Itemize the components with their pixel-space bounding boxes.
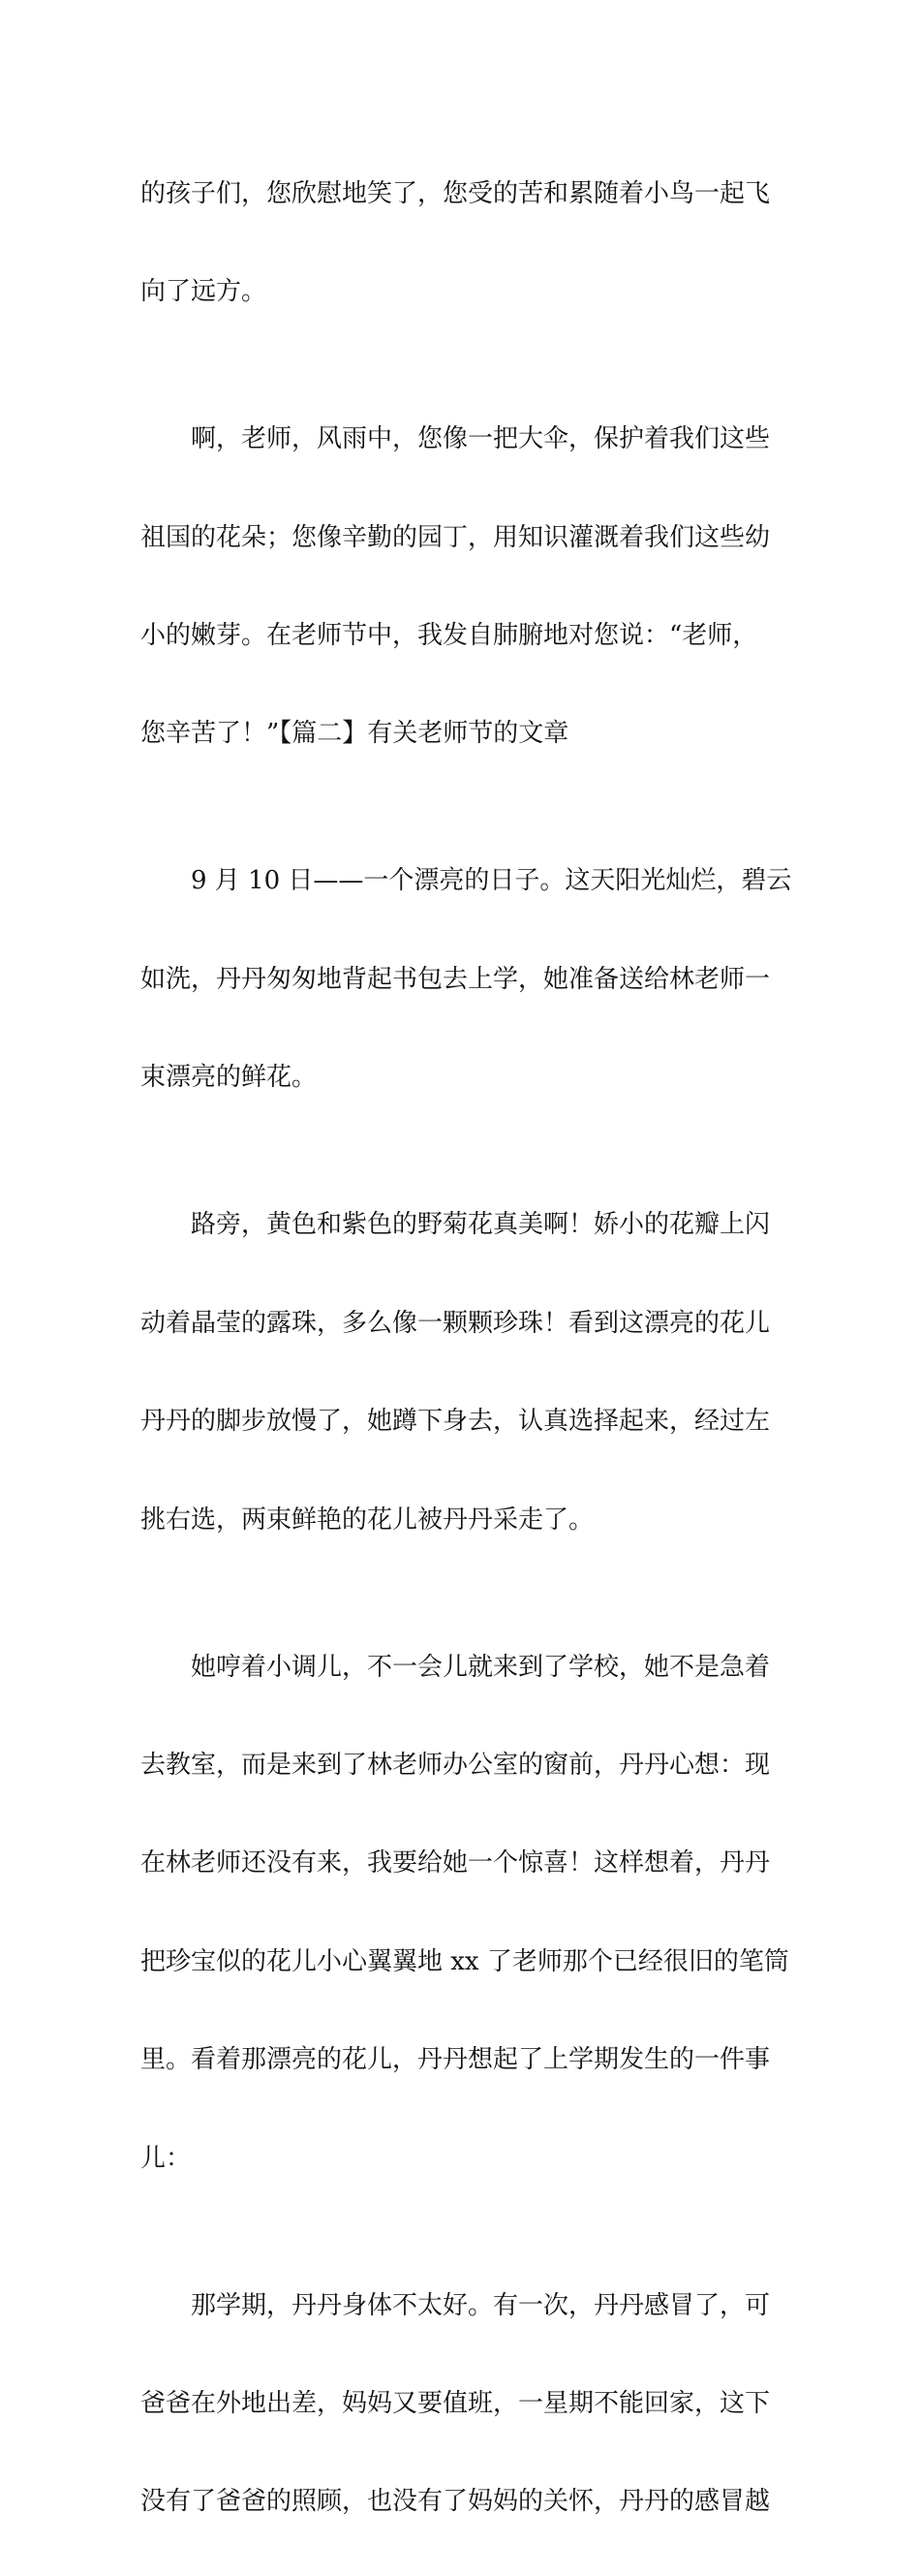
text-line: 您辛苦了！”【篇二】有关老师节的文章 [140,719,569,749]
text-line: 她哼着小调儿，不一会儿就来到了学校，她不是急着 [140,1652,771,1682]
text-line: 那学期，丹丹身体不太好。有一次，丹丹感冒了，可 [140,2290,771,2320]
text-line: 在林老师还没有来，我要给她一个惊喜！这样想着，丹丹 [140,1848,771,1878]
paragraph-1 [140,120,782,365]
text-line: 挑右选，两束鲜艳的花儿被丹丹采走了。 [140,1505,595,1535]
text-line: 儿： [140,2143,192,2173]
text-line: 没有了爸爸的照顾，也没有了妈妈的关怀，丹丹的感冒越 [140,2487,771,2517]
paragraph-5 [140,1594,789,2232]
paragraph-4 [140,1152,782,1594]
text-line: 向了远方。 [140,277,267,307]
text-line: 的孩子们，您欣慰地笑了，您受的苦和累随着小鸟一起飞 [140,178,771,208]
text-line: 小的嫩芽。在老师节中，我发自肺腑地对您说：“老师， [140,620,758,650]
paragraph-6 [140,2232,782,2576]
text-line: 啊，老师，风雨中，您像一把大伞，保护着我们这些 [140,424,771,454]
document-page [140,120,792,2576]
text-line: 祖国的花朵；您像辛勤的园丁，用知识灌溉着我们这些幼 [140,522,771,552]
text-line: 把珍宝似的花儿小心翼翼地 xx 了老师那个已经很旧的笔筒 [140,1946,789,1976]
text-line: 路旁，黄色和紫色的野菊花真美啊！娇小的花瓣上闪 [140,1210,771,1240]
paragraph-3 [140,808,792,1152]
text-line: 丹丹的脚步放慢了，她蹲下身去，认真选择起来，经过左 [140,1407,771,1437]
text-line: 束漂亮的鲜花。 [140,1063,318,1093]
text-line: 里。看着那漂亮的花儿，丹丹想起了上学期发生的一件事 [140,2045,771,2075]
paragraph-2 [140,365,782,807]
text-line: 9 月 10 日——一个漂亮的日子。这天阳光灿烂，碧云 [140,866,792,896]
text-line: 如洗，丹丹匆匆地背起书包去上学，她准备送给林老师一 [140,964,771,994]
text-line: 去教室，而是来到了林老师办公室的窗前，丹丹心想：现 [140,1750,771,1780]
text-line: 动着晶莹的露珠，多么像一颗颗珍珠！看到这漂亮的花儿 [140,1308,771,1338]
text-line: 爸爸在外地出差，妈妈又要值班，一星期不能回家，这下 [140,2389,771,2419]
